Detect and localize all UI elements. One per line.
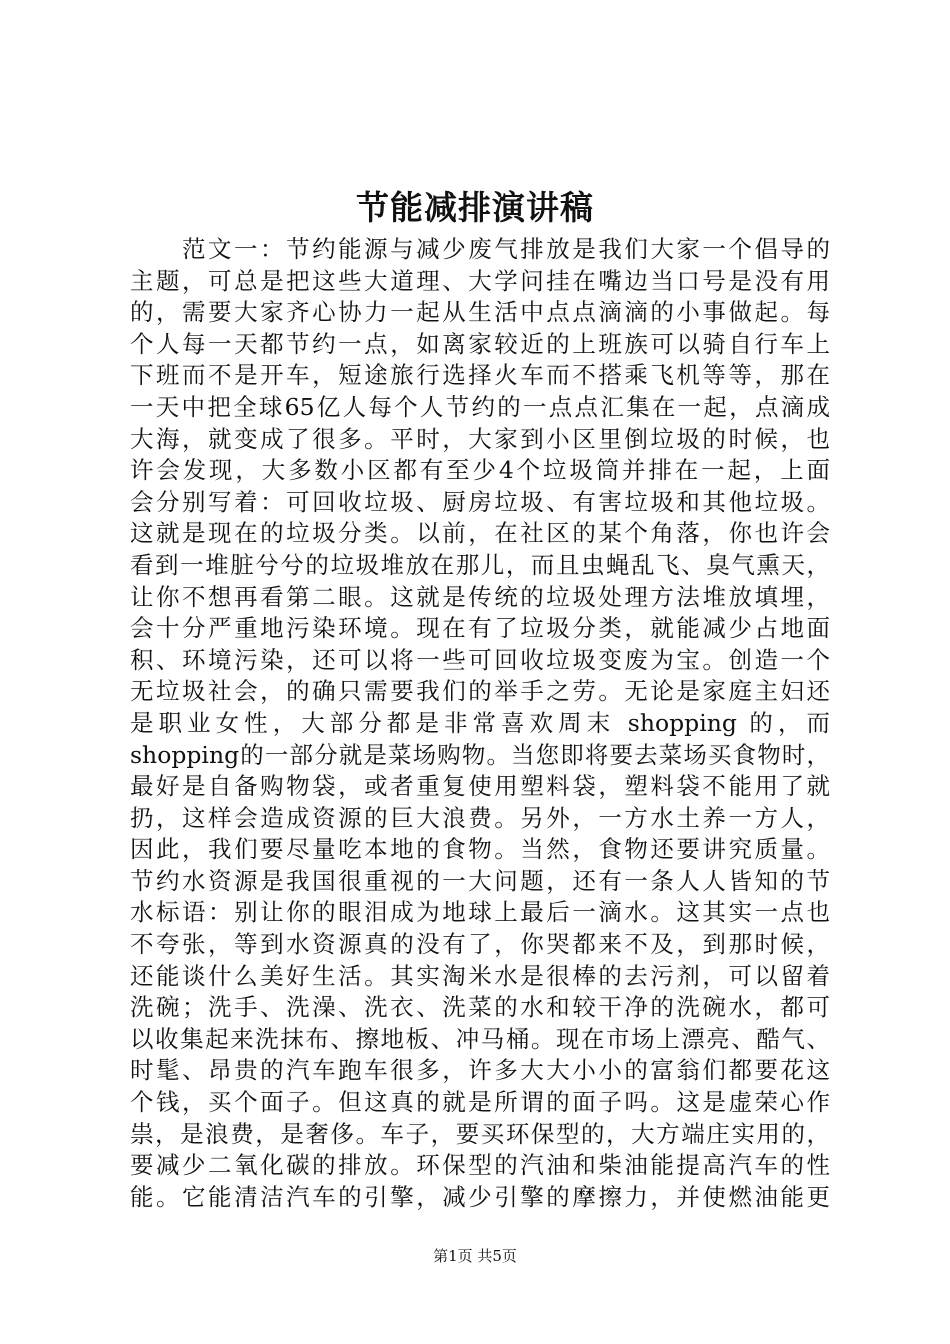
text-line: 还能谈什么美好生活。其实淘米水是很棒的去污剂，可以留着 [130, 961, 830, 990]
text-line: 是职业女性，大部分都是非常喜欢周末 shopping 的，而 [130, 708, 830, 737]
text-line: 扔，这样会造成资源的巨大浪费。另外，一方水土养一方人， [130, 803, 830, 832]
text-line: 下班而不是开车，短途旅行选择火车而不搭乘飞机等等，那在 [130, 361, 830, 390]
text-line: 主题，可总是把这些大道理、大学问挂在嘴边当口号是没有用 [130, 266, 830, 295]
text-line: 节约水资源是我国很重视的一大问题，还有一条人人皆知的节 [130, 866, 830, 895]
text-line: 这就是现在的垃圾分类。以前，在社区的某个角落，你也许会 [130, 519, 830, 548]
text-line: 要减少二氧化碳的排放。环保型的汽油和柴油能提高汽车的性 [130, 1151, 830, 1180]
text-line: 无垃圾社会，的确只需要我们的举手之劳。无论是家庭主妇还 [130, 677, 830, 706]
text-line: 的，需要大家齐心协力一起从生活中点点滴滴的小事做起。每 [130, 298, 830, 327]
document-title: 节能减排演讲稿 [356, 188, 594, 227]
text-line: 让你不想再看第二眼。这就是传统的垃圾处理方法堆放填埋， [130, 582, 830, 611]
page-number-footer: 第1页 共5页 [433, 1247, 517, 1265]
text-line: 以收集起来洗抹布、擦地板、冲马桶。现在市场上漂亮、酷气、 [130, 1024, 830, 1053]
body-paragraph [130, 234, 830, 1213]
text-line: 积、环境污染，还可以将一些可回收垃圾变废为宝。创造一个 [130, 645, 830, 674]
text-line: 不夸张，等到水资源真的没有了，你哭都来不及，到那时候， [130, 930, 830, 959]
text-line: 个人每一天都节约一点，如离家较近的上班族可以骑自行车上 [130, 329, 830, 358]
text-line: 时髦、昂贵的汽车跑车很多，许多大大小小的富翁们都要花这 [130, 1056, 830, 1085]
text-line: 个钱，买个面子。但这真的就是所谓的面子吗。这是虚荣心作 [130, 1088, 830, 1117]
text-line: 水标语：别让你的眼泪成为地球上最后一滴水。这其实一点也 [130, 898, 830, 927]
text-line: 最好是自备购物袋，或者重复使用塑料袋，塑料袋不能用了就 [130, 772, 830, 801]
text-line: 洗碗；洗手、洗澡、洗衣、洗菜的水和较干净的洗碗水，都可 [130, 993, 830, 1022]
text-line: 一天中把全球65亿人每个人节约的一点点汇集在一起，点滴成 [130, 392, 830, 421]
text-line: 祟，是浪费，是奢侈。车子，要买环保型的，大方端庄实用的， [130, 1119, 830, 1148]
text-line: 会十分严重地污染环境。现在有了垃圾分类，就能减少占地面 [130, 614, 830, 643]
text-line: 能。它能清洁汽车的引擎，减少引擎的摩擦力，并使燃油能更 [130, 1182, 830, 1211]
text-line: 大海，就变成了很多。平时，大家到小区里倒垃圾的时候，也 [130, 424, 830, 453]
text-line: 因此，我们要尽量吃本地的食物。当然，食物还要讲究质量。 [130, 835, 830, 864]
text-line: 看到一堆脏兮兮的垃圾堆放在那儿，而且虫蝇乱飞、臭气熏天， [130, 550, 830, 579]
text-line: 许会发现，大多数小区都有至少4个垃圾筒并排在一起，上面 [130, 456, 830, 485]
text-line: 会分别写着：可回收垃圾、厨房垃圾、有害垃圾和其他垃圾。 [130, 487, 830, 516]
text-line: shopping的一部分就是菜场购物。当您即将要去菜场买食物时， [130, 740, 830, 769]
text-line: 范文一：节约能源与减少废气排放是我们大家一个倡导的 [182, 235, 830, 263]
